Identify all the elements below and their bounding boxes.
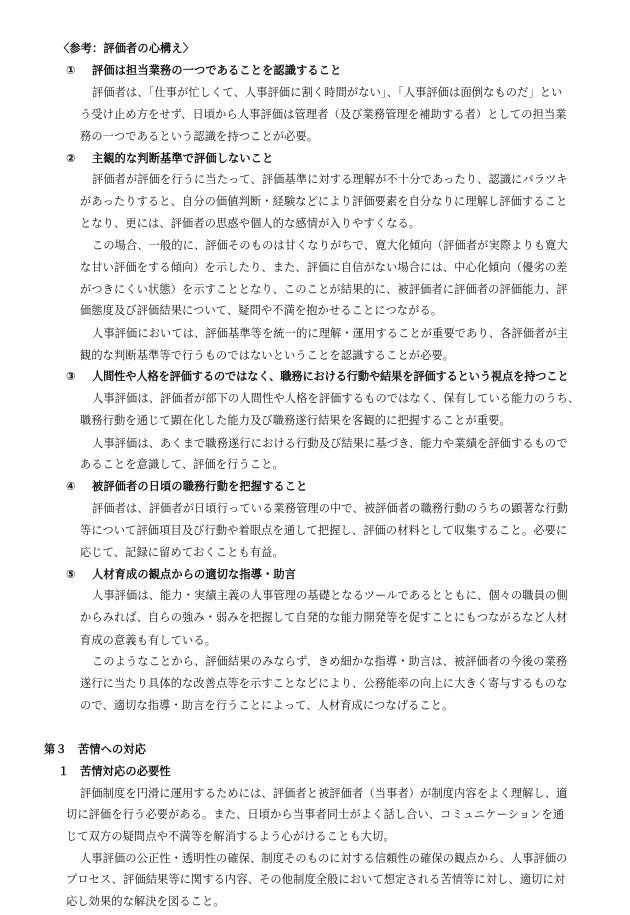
item-3-line-4: あることを意識して、評価を行うこと。 xyxy=(80,458,284,472)
item-5-line-3: 育成の意義も有している。 xyxy=(80,633,217,647)
item-2-line-3: となり、更には、評価者の思惑や個人的な感情が入りやすくなる。 xyxy=(80,216,421,230)
item-4-heading: 被評価者の日頃の職務行動を把握すること xyxy=(92,479,308,493)
item-3-number: ③ xyxy=(66,370,76,384)
item-2-line-9: 観的な判断基準等で行うものではないということを認識することが必要。 xyxy=(80,348,455,362)
item-2-heading: 主観的な判断基準で評価しないこと xyxy=(92,151,274,165)
item-2-line-5: な甘い評価をする傾向）を示したり、また、評価に自信がない場合には、中心化傾向（優劣の差 xyxy=(80,260,568,274)
item-2-number: ② xyxy=(66,151,76,165)
subsection-number: １ xyxy=(58,764,70,778)
item-5-heading: 人材育成の観点からの適切な指導・助言 xyxy=(92,567,297,581)
item-4-line-3: 応じて、記録に留めておくことも有益。 xyxy=(80,545,284,559)
item-5-line-1: 人事評価は、能力・実績主義の人事管理の基礎となるツールであるとともに、個々の職員の側 xyxy=(92,589,568,603)
item-4-line-2: 等について評価項目及び行動や着眼点を通して把握し、評価の材料として収集すること。必要に xyxy=(80,524,568,538)
item-5-line-4: このようなことから、評価結果のみならず、きめ細かな指導・助言は、被評価者の今後の業務 xyxy=(92,655,568,669)
section-title: 第３ 苦情への対応 xyxy=(44,743,147,757)
item-2-line-2: があったりすると、自分の価値判断・経験などにより評価要素を自分なりに理解し評価すること xyxy=(80,194,568,208)
item-1-line-1: 評価者は、「仕事が忙しくて、人事評価に割く時間がない」、「人事評価は面倒なものだ」とい xyxy=(92,86,563,100)
item-3-line-3: 人事評価は、あくまで職務遂行における行動及び結果に基づき、能力や業績を評価するもので xyxy=(92,436,568,450)
item-3-heading: 人間性や人格を評価するのではなく、職務における行動や結果を評価するという視点を持つこと xyxy=(92,370,569,384)
item-5-number: ⑤ xyxy=(66,567,76,581)
item-2-line-4: この場合、一般的に、評価そのものは甘くなりがちで、寛大化傾向（評価者が実際よりも寛大 xyxy=(92,239,568,253)
item-4-line-1: 評価者は、評価者が日頃行っている業務管理の中で、被評価者の職務行動のうちの顕著な行動 xyxy=(92,501,568,515)
item-1-line-2: う受け止め方をせず、日頃から人事評価は管理者（及び業務管理を補助する者）としての担当業 xyxy=(80,108,567,122)
item-1-line-3: 務の一つであるという認識を持つことが必要。 xyxy=(80,129,319,143)
item-1-heading: 評価は担当業務の一つであることを認識すること xyxy=(92,63,342,77)
section-line-2: 切に評価を行う必要がある。また、日頃から当事者同士がよく話し合い、コミュニケーションを通 xyxy=(66,808,565,822)
item-1-number: ① xyxy=(66,63,76,77)
item-3-line-2: 職務行動を通じて顕在化した能力及び職務遂行結果を客観的に把握することが重要。 xyxy=(80,413,511,427)
item-2-line-7: 価態度及び評価結果について、疑問や不満を抱かせることにつながる。 xyxy=(80,304,443,318)
item-2-line-8: 人事評価においては、評価基準等を統一的に理解・運用することが重要であり、各評価者が主 xyxy=(92,327,569,340)
section-line-5: プロセス、評価結果等に関する内容、その他制度全般において想定される苦情等に対し、適切に対 xyxy=(66,873,566,887)
section-line-1: 評価制度を円滑に運用するためには、評価者と被評価者（当事者）が制度内容をよく理解し、適 xyxy=(80,786,568,800)
section-line-3: じて双方の疑問点や不満等を解消するよう心がけることも大切。 xyxy=(66,829,395,843)
item-5-line-6: ので、適切な指導・助言を行うことによって、人材育成につなげること。 xyxy=(80,698,454,712)
item-5-line-5: 遂行に当たり具体的な改善点等を示すことなどにより、公務能率の向上に大きく寄与するものな xyxy=(80,677,568,691)
item-3-line-1: 人事評価は、評価者が部下の人間性や人格を評価するものではなく、保有している能力のうち、 xyxy=(92,392,580,406)
section-line-6: 応し効果的な解決を図ること。 xyxy=(66,895,225,908)
item-4-number: ④ xyxy=(66,479,76,493)
item-2-line-6: がつきにくい状態）を示すこととなり、このことが結果的に、被評価者に評価者の評価能力、評 xyxy=(80,282,568,296)
reference-heading: 〈参考：評価者の心構え〉 xyxy=(58,42,195,55)
section-line-4: 人事評価の公正性・透明性の確保、制度そのものに対する信頼性の確保の観点から、人事評価の xyxy=(80,851,568,865)
item-2-line-1: 評価者が評価を行うに当たって、評価基準に対する理解が不十分であったり、認識にバラツキ xyxy=(92,173,568,187)
item-5-line-2: からみれば、自らの強み・弱みを把握して自発的な能力開発等を促すことにもつながるなど人材 xyxy=(80,611,568,624)
subsection-heading: 苦情対応の必要性 xyxy=(80,764,171,778)
